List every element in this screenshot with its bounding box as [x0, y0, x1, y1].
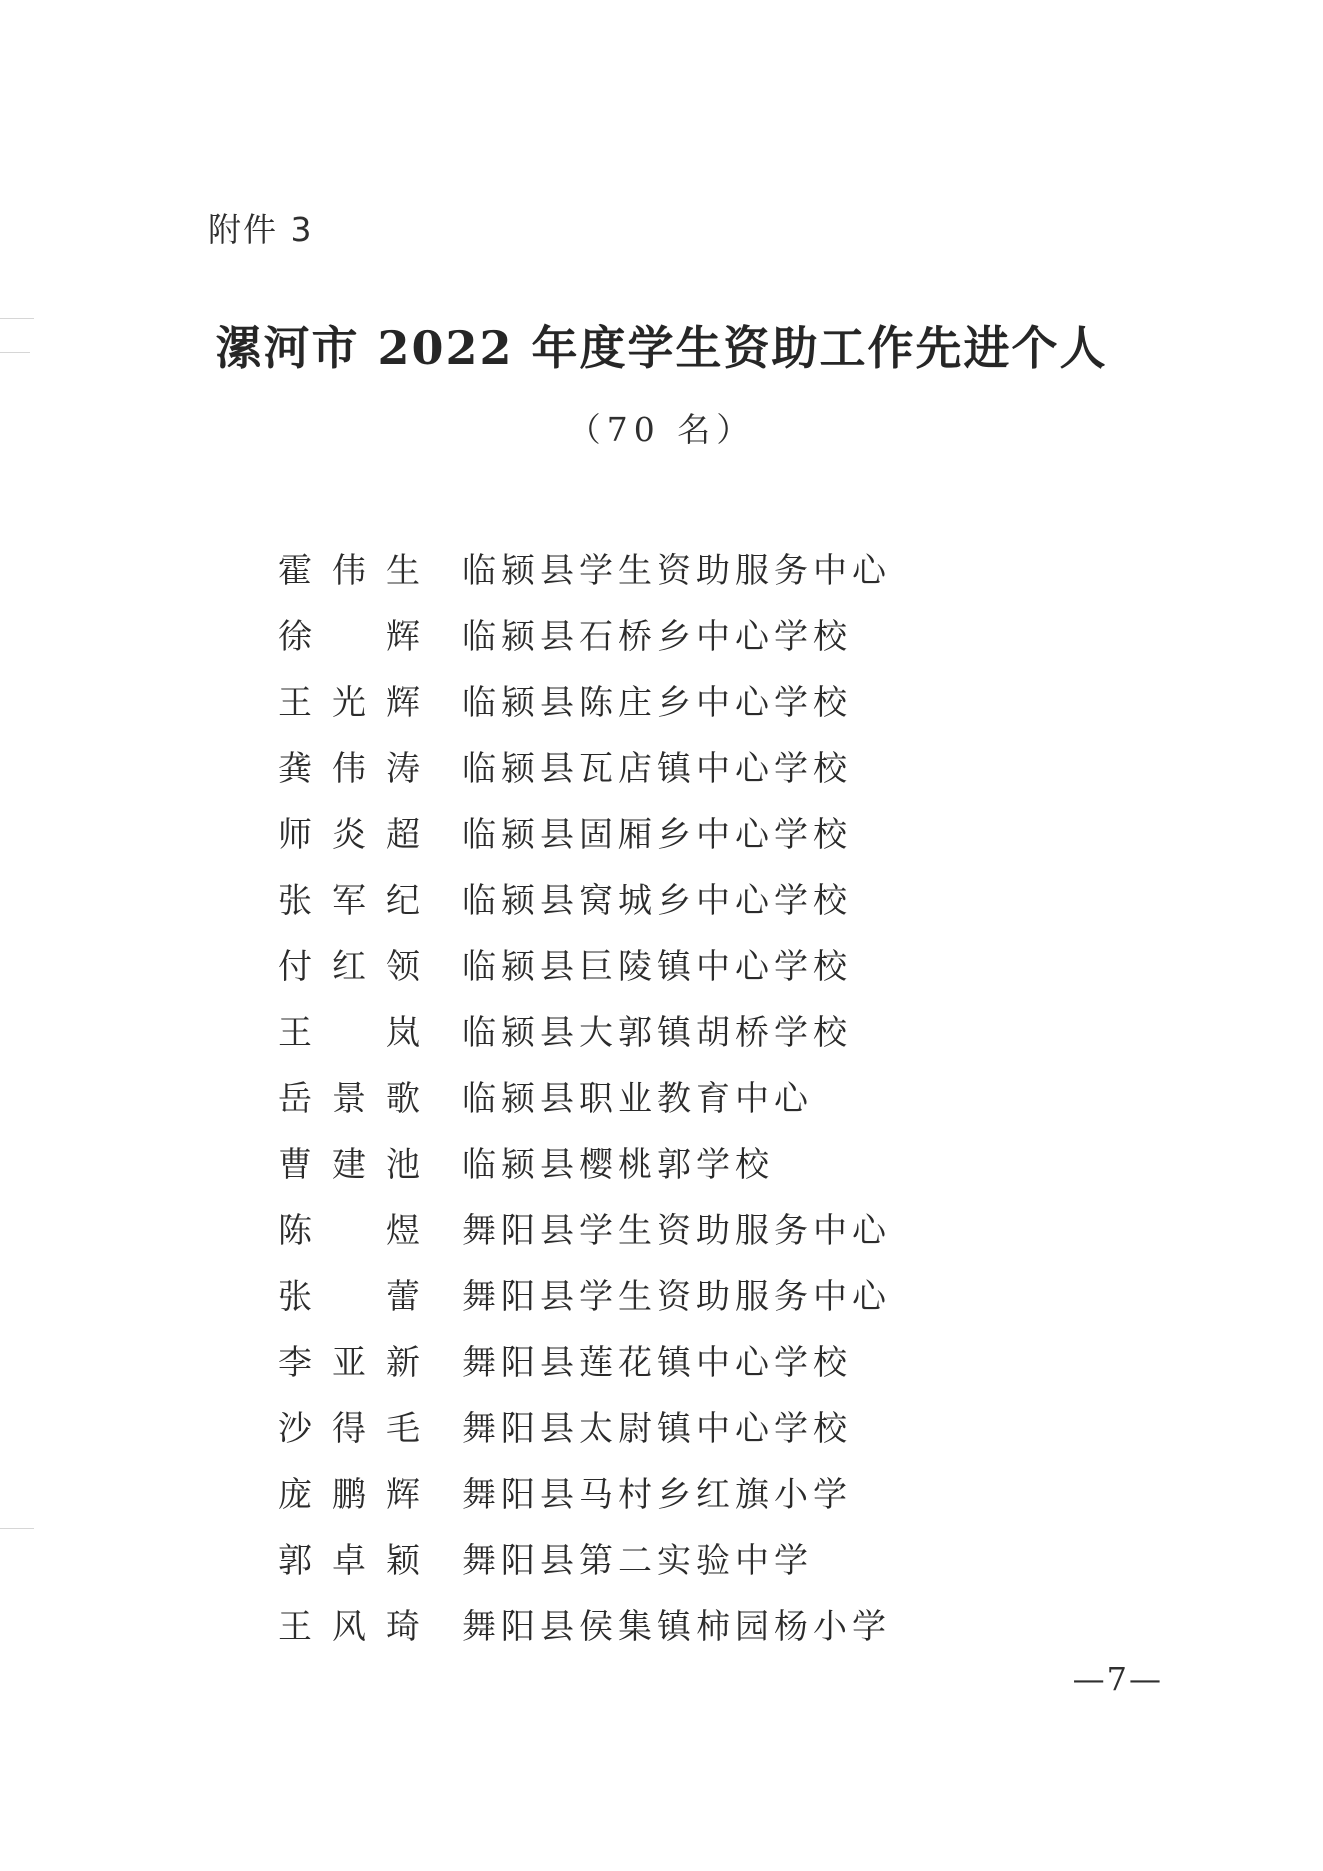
- list-item: [278, 930, 891, 996]
- organization-name: 临颍县固厢乡中心学校: [462, 814, 852, 855]
- organization-name: 舞阳县马村乡红旗小学: [462, 1474, 852, 1515]
- organization-name: 临颍县巨陵镇中心学校: [462, 946, 852, 987]
- list-item: [278, 1128, 891, 1194]
- person-name: 岳景歌: [278, 1078, 422, 1119]
- person-name: 付红领: [278, 946, 422, 987]
- list-item: [278, 864, 891, 930]
- list-item: [278, 1326, 891, 1392]
- list-item: [278, 1524, 891, 1590]
- person-name: 李亚新: [278, 1342, 422, 1383]
- person-name: 徐 辉: [278, 616, 422, 657]
- list-item: [278, 1260, 891, 1326]
- person-name: 郭卓颖: [278, 1540, 422, 1581]
- person-name: 霍伟生: [278, 550, 422, 591]
- attachment-label: 附件 3: [208, 210, 314, 249]
- list-item: [278, 1590, 891, 1656]
- awardee-list: [278, 534, 891, 1656]
- list-item: [278, 600, 891, 666]
- list-item: [278, 666, 891, 732]
- page-title: 漯河市 2022 年度学生资助工作先进个人: [215, 321, 1108, 375]
- person-name: 王 岚: [278, 1012, 422, 1053]
- organization-name: 舞阳县学生资助服务中心: [462, 1276, 891, 1317]
- organization-name: 临颍县瓦店镇中心学校: [462, 748, 852, 789]
- organization-name: 临颍县窝城乡中心学校: [462, 880, 852, 921]
- organization-name: 临颍县樱桃郭学校: [462, 1144, 774, 1185]
- person-name: 王光辉: [278, 682, 422, 723]
- person-name: 龚伟涛: [278, 748, 422, 789]
- list-item: [278, 1194, 891, 1260]
- organization-name: 临颍县石桥乡中心学校: [462, 616, 852, 657]
- organization-name: 临颍县学生资助服务中心: [462, 550, 891, 591]
- organization-name: 舞阳县侯集镇柿园杨小学: [462, 1606, 891, 1647]
- page-subtitle: （70 名）: [567, 410, 756, 449]
- person-name: 王风琦: [278, 1606, 422, 1647]
- person-name: 沙得毛: [278, 1408, 422, 1449]
- list-item: [278, 1392, 891, 1458]
- person-name: 张 蕾: [278, 1276, 422, 1317]
- list-item: [278, 534, 891, 600]
- organization-name: 舞阳县学生资助服务中心: [462, 1210, 891, 1251]
- organization-name: 临颍县大郭镇胡桥学校: [462, 1012, 852, 1053]
- organization-name: 临颍县职业教育中心: [462, 1078, 813, 1119]
- list-item: [278, 1458, 891, 1524]
- organization-name: 临颍县陈庄乡中心学校: [462, 682, 852, 723]
- page-number: —7—: [1072, 1660, 1163, 1698]
- organization-name: 舞阳县莲花镇中心学校: [462, 1342, 852, 1383]
- person-name: 曹建池: [278, 1144, 422, 1185]
- list-item: [278, 732, 891, 798]
- list-item: [278, 1062, 891, 1128]
- person-name: 师炎超: [278, 814, 422, 855]
- scan-artifact: [0, 1528, 34, 1529]
- organization-name: 舞阳县太尉镇中心学校: [462, 1408, 852, 1449]
- person-name: 张军纪: [278, 880, 422, 921]
- person-name: 庞鹏辉: [278, 1474, 422, 1515]
- list-item: [278, 996, 891, 1062]
- person-name: 陈 煜: [278, 1210, 422, 1251]
- list-item: [278, 798, 891, 864]
- organization-name: 舞阳县第二实验中学: [462, 1540, 813, 1581]
